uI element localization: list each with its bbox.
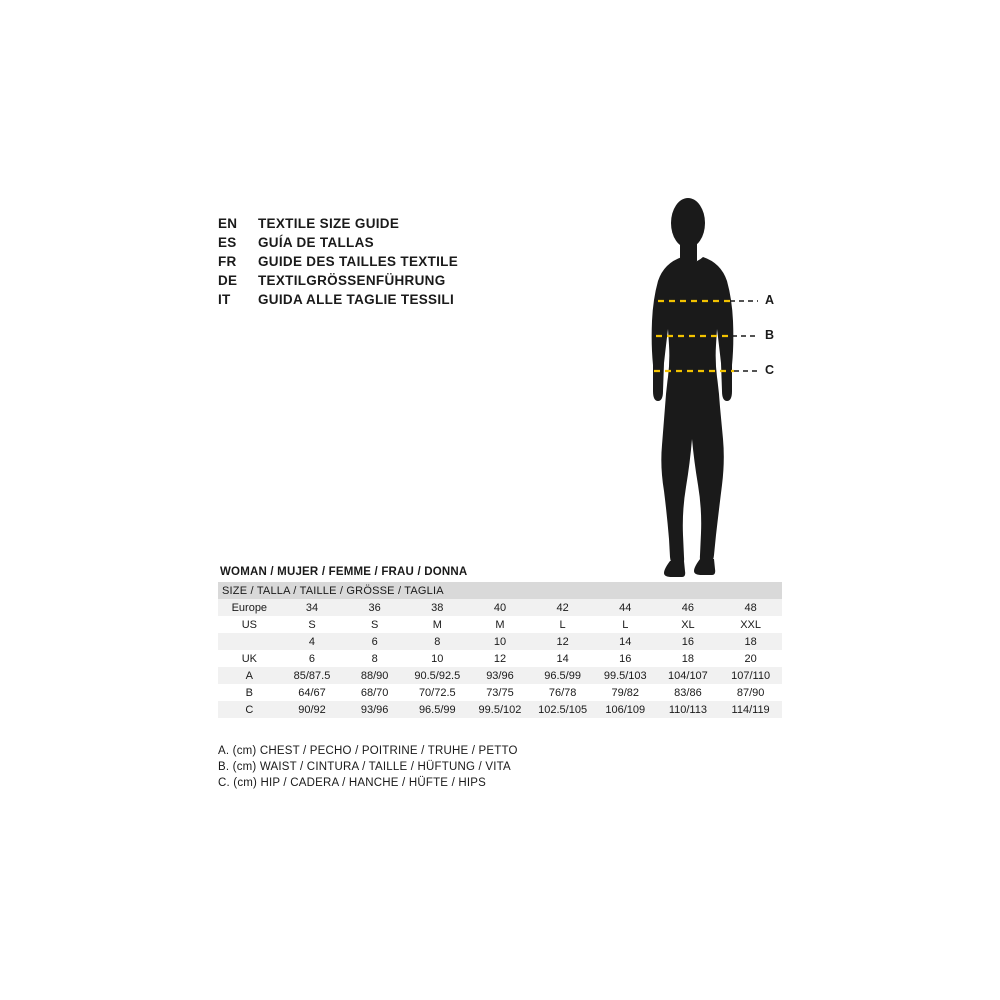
table-cell: 68/70 bbox=[343, 684, 406, 701]
table-cell: 102.5/105 bbox=[531, 701, 594, 718]
table-cell: 44 bbox=[594, 599, 657, 616]
table-cell: 18 bbox=[657, 650, 720, 667]
table-cell: 36 bbox=[343, 599, 406, 616]
table-cell: 34 bbox=[281, 599, 344, 616]
table-cell: 99.5/102 bbox=[469, 701, 532, 718]
table-cell: M bbox=[469, 616, 532, 633]
table-cell: 73/75 bbox=[469, 684, 532, 701]
table-cell: 96.5/99 bbox=[531, 667, 594, 684]
table-row bbox=[218, 701, 782, 718]
row-label: B bbox=[218, 684, 281, 701]
silhouette-svg bbox=[620, 195, 840, 585]
table-cell: 93/96 bbox=[343, 701, 406, 718]
table-row bbox=[218, 633, 782, 650]
title-row-es bbox=[218, 233, 638, 252]
table-cell: 12 bbox=[469, 650, 532, 667]
table-cell: 10 bbox=[469, 633, 532, 650]
table-cell: XL bbox=[657, 616, 720, 633]
row-label: C bbox=[218, 701, 281, 718]
title-text: TEXTILE SIZE GUIDE bbox=[258, 216, 400, 231]
table-caption: WOMAN / MUJER / FEMME / FRAU / DONNA bbox=[220, 566, 468, 578]
table-cell: 16 bbox=[657, 633, 720, 650]
table-cell: XXL bbox=[719, 616, 782, 633]
table-cell: 10 bbox=[406, 650, 469, 667]
row-label: A bbox=[218, 667, 281, 684]
table-header-row bbox=[218, 582, 782, 599]
table-cell: 42 bbox=[531, 599, 594, 616]
legend-line-a: A. (cm) CHEST / PECHO / POITRINE / TRUHE / PETTO bbox=[218, 745, 518, 757]
table-cell: 8 bbox=[406, 633, 469, 650]
table-cell: 114/119 bbox=[719, 701, 782, 718]
table-cell: 88/90 bbox=[343, 667, 406, 684]
legend-line-b: B. (cm) WAIST / CINTURA / TAILLE / HÜFTUNG / VITA bbox=[218, 761, 511, 773]
table-cell: 12 bbox=[531, 633, 594, 650]
table-cell: 79/82 bbox=[594, 684, 657, 701]
table-header-label: SIZE / TALLA / TAILLE / GRÖSSE / TAGLIA bbox=[218, 582, 782, 599]
title-row-de bbox=[218, 271, 638, 290]
female-silhouette-figure bbox=[620, 195, 840, 585]
row-label: US bbox=[218, 616, 281, 633]
table-cell: 14 bbox=[594, 633, 657, 650]
table-cell: 76/78 bbox=[531, 684, 594, 701]
title-text: GUÍA DE TALLAS bbox=[258, 235, 374, 250]
title-row-fr bbox=[218, 252, 638, 271]
table-cell: 110/113 bbox=[657, 701, 720, 718]
table-cell: 90/92 bbox=[281, 701, 344, 718]
title-lang-code: ES bbox=[218, 235, 237, 250]
table-cell: 83/86 bbox=[657, 684, 720, 701]
table-cell: S bbox=[343, 616, 406, 633]
size-guide-title-block bbox=[218, 214, 638, 309]
table-cell: 85/87.5 bbox=[281, 667, 344, 684]
table-cell: 8 bbox=[343, 650, 406, 667]
row-label: UK bbox=[218, 650, 281, 667]
title-lang-code: EN bbox=[218, 216, 238, 231]
table-row bbox=[218, 599, 782, 616]
row-label: Europe bbox=[218, 599, 281, 616]
title-text: GUIDE DES TAILLES TEXTILE bbox=[258, 254, 459, 269]
table-row bbox=[218, 616, 782, 633]
measurement-legend bbox=[218, 743, 738, 791]
title-text: GUIDA ALLE TAGLIE TESSILI bbox=[258, 292, 454, 307]
table-cell: 104/107 bbox=[657, 667, 720, 684]
table-cell: 93/96 bbox=[469, 667, 532, 684]
row-label bbox=[218, 633, 281, 650]
table-cell: S bbox=[281, 616, 344, 633]
marker-label-c: C bbox=[765, 363, 775, 377]
marker-leader-lines bbox=[730, 301, 758, 371]
title-lang-code: IT bbox=[218, 292, 231, 307]
table-cell: 107/110 bbox=[719, 667, 782, 684]
marker-label-a: A bbox=[765, 293, 775, 307]
table-cell: 38 bbox=[406, 599, 469, 616]
table-row bbox=[218, 650, 782, 667]
table-cell: 16 bbox=[594, 650, 657, 667]
table-cell: 4 bbox=[281, 633, 344, 650]
table-cell: 99.5/103 bbox=[594, 667, 657, 684]
table-cell: L bbox=[531, 616, 594, 633]
table-cell: 40 bbox=[469, 599, 532, 616]
size-table-area bbox=[218, 566, 782, 718]
table-cell: 20 bbox=[719, 650, 782, 667]
table-cell: 14 bbox=[531, 650, 594, 667]
table-cell: 106/109 bbox=[594, 701, 657, 718]
table-row bbox=[218, 684, 782, 701]
table-cell: 64/67 bbox=[281, 684, 344, 701]
table-cell: L bbox=[594, 616, 657, 633]
title-text: TEXTILGRÖSSENFÜHRUNG bbox=[258, 273, 446, 288]
table-cell: 96.5/99 bbox=[406, 701, 469, 718]
silhouette-body bbox=[652, 198, 734, 577]
legend-line-c: C. (cm) HIP / CADERA / HANCHE / HÜFTE / HIPS bbox=[218, 777, 487, 789]
table-cell: 18 bbox=[719, 633, 782, 650]
title-row-en bbox=[218, 214, 638, 233]
marker-label-b: B bbox=[765, 328, 775, 342]
table-cell: 46 bbox=[657, 599, 720, 616]
table-cell: 87/90 bbox=[719, 684, 782, 701]
table-cell: 90.5/92.5 bbox=[406, 667, 469, 684]
table-cell: 70/72.5 bbox=[406, 684, 469, 701]
table-cell: M bbox=[406, 616, 469, 633]
size-table bbox=[218, 582, 782, 718]
title-lang-code: DE bbox=[218, 273, 238, 288]
table-cell: 48 bbox=[719, 599, 782, 616]
table-cell: 6 bbox=[281, 650, 344, 667]
table-cell: 6 bbox=[343, 633, 406, 650]
title-row-it bbox=[218, 290, 638, 309]
title-lang-code: FR bbox=[218, 254, 237, 269]
table-row bbox=[218, 667, 782, 684]
